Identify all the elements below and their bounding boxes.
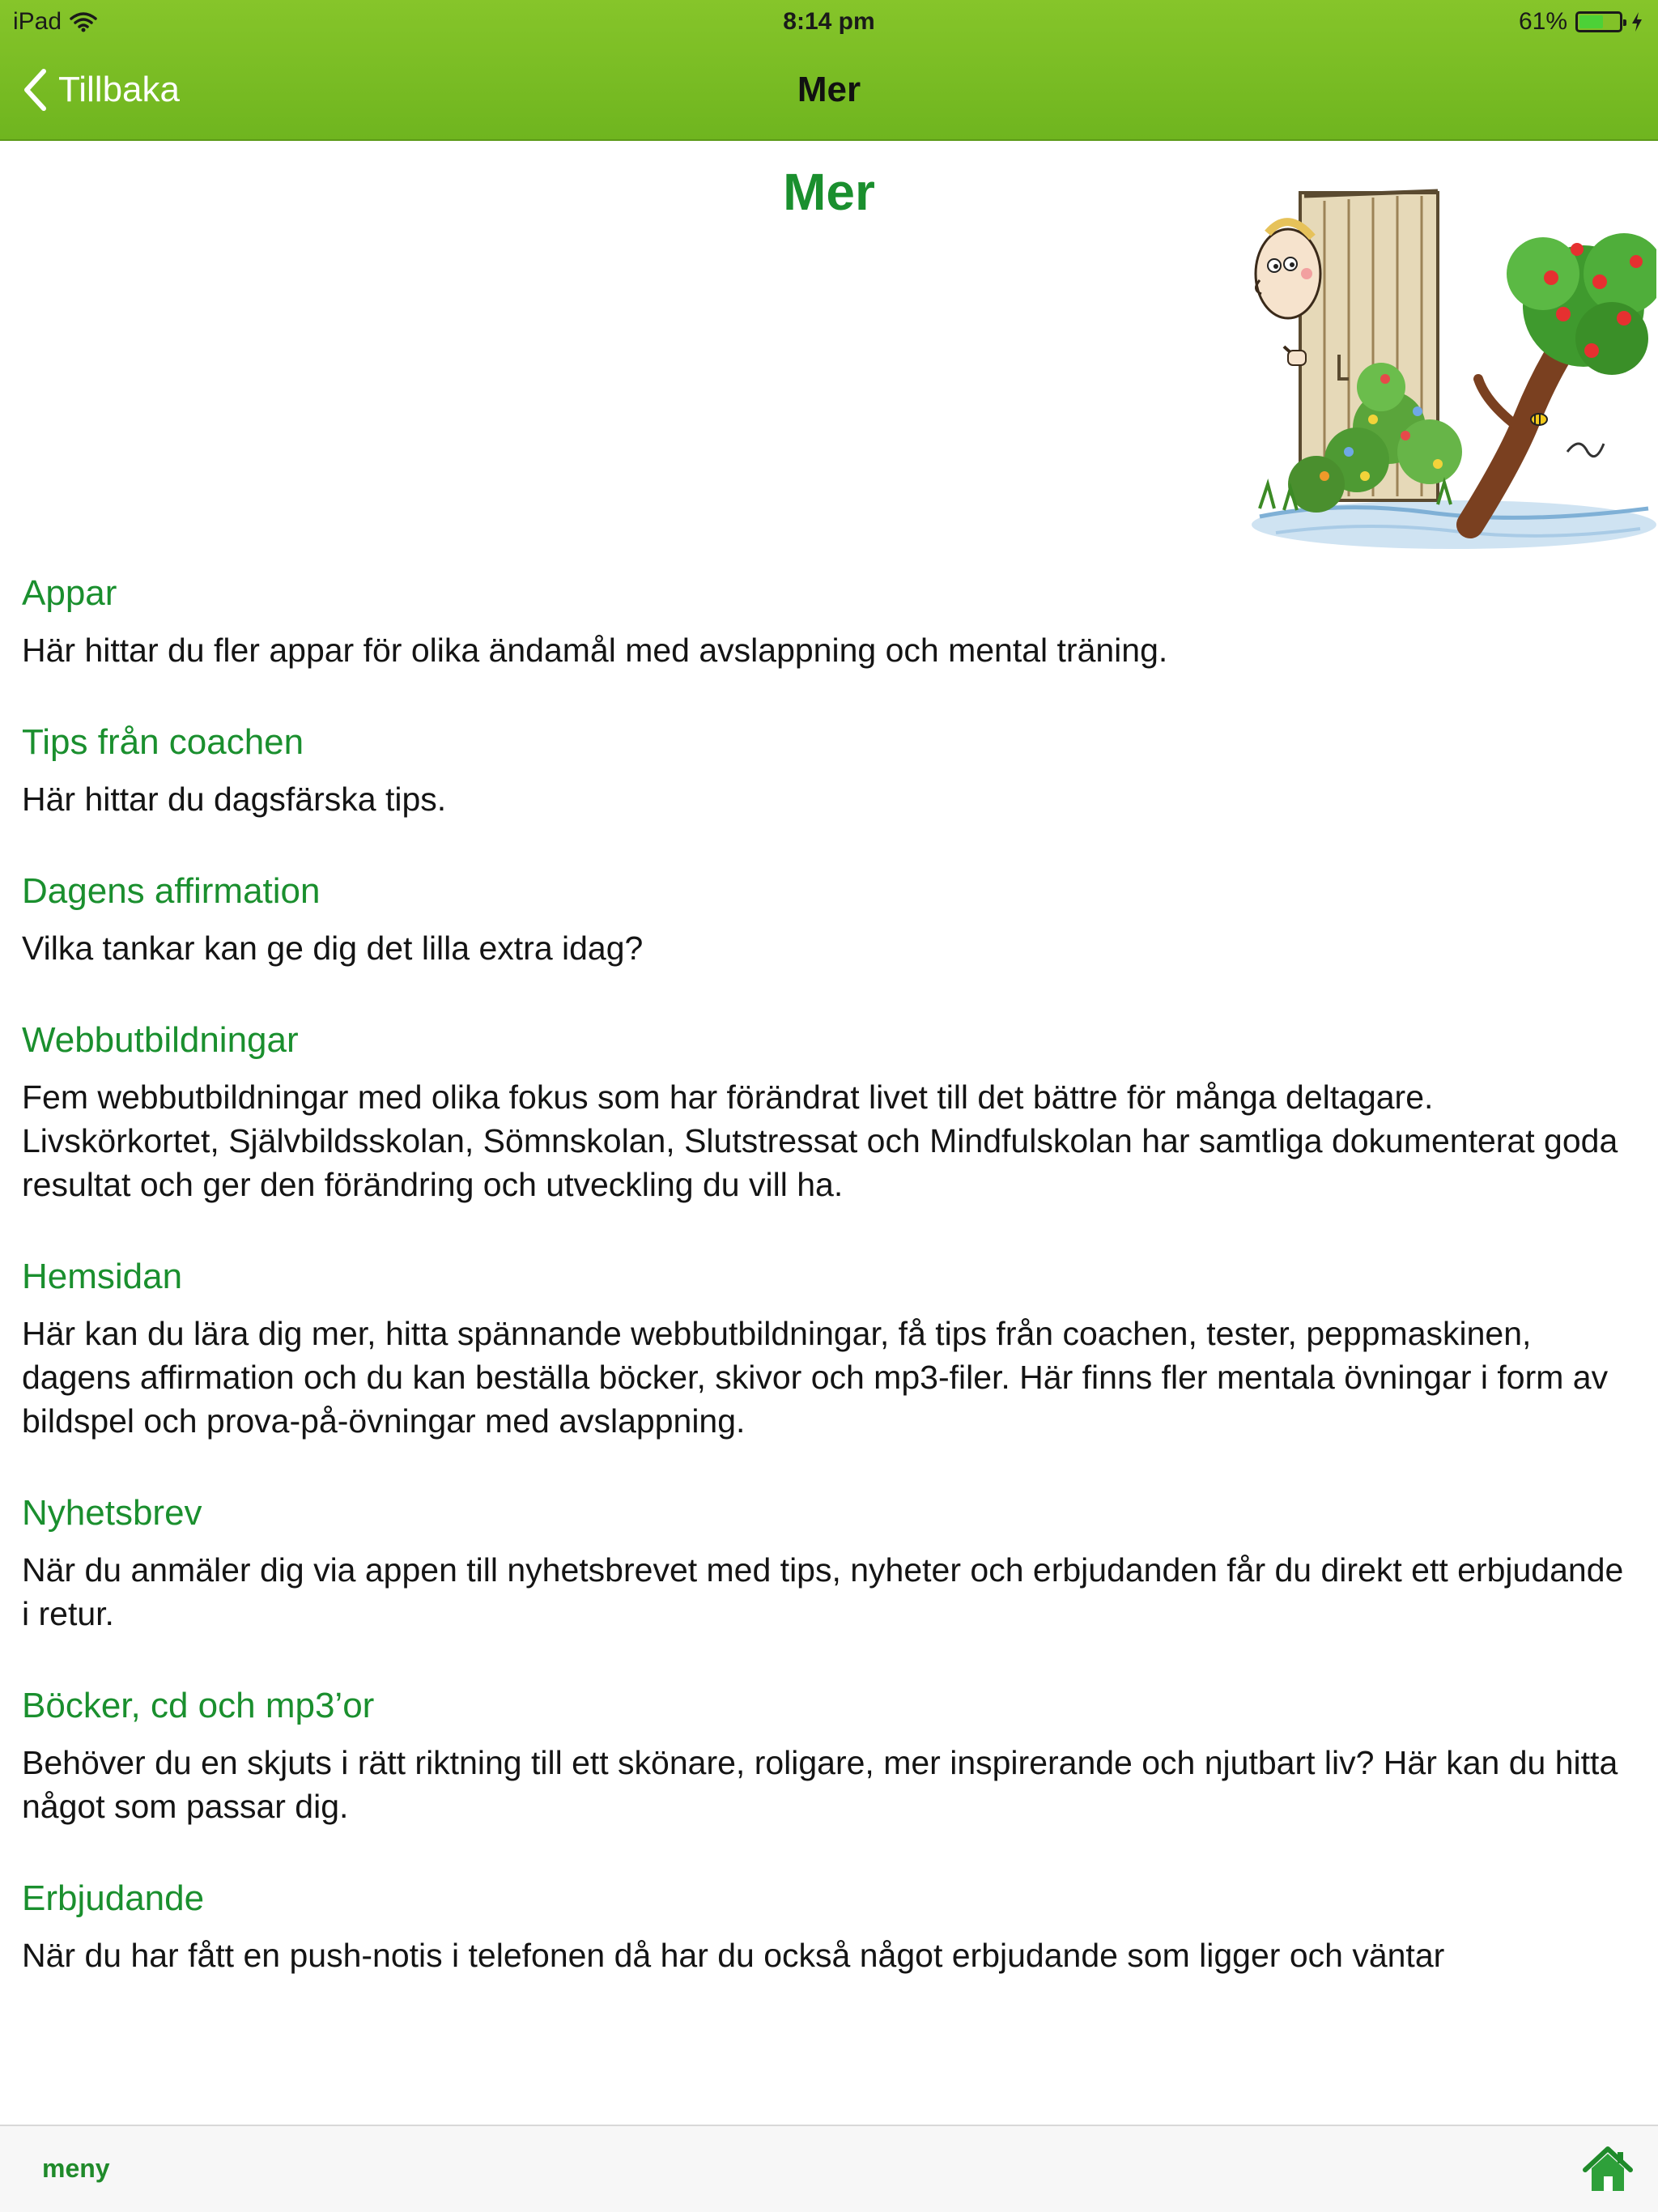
nav-title: Mer	[797, 70, 861, 109]
status-battery	[1519, 8, 1643, 36]
menu-button[interactable]: meny	[42, 2154, 110, 2183]
battery-fill	[1579, 15, 1603, 28]
section-item[interactable]	[22, 1017, 1633, 1206]
section-text: Här hittar du dagsfärska tips.	[22, 781, 447, 818]
section-item[interactable]	[22, 1682, 1633, 1828]
nav-bar	[0, 45, 1658, 139]
status-time: 8:14 pm	[783, 8, 875, 35]
section-text: När du anmäler dig via appen till nyhetsbrevet med tips, nyheter och erbjudanden får du direkt ett erbjudande i retur.	[22, 1551, 1624, 1632]
content-scroll[interactable]	[0, 141, 1658, 2125]
bottom-toolbar	[0, 2125, 1658, 2212]
section-text: Här hittar du fler appar för olika ändamål med avslappning och mental träning.	[22, 632, 1168, 669]
section-title[interactable]: Hemsidan	[22, 1257, 183, 1296]
home-icon[interactable]	[1582, 2144, 1634, 2196]
illustration-door-tree	[1244, 185, 1656, 549]
section-text: Fem webbutbildningar med olika fokus som har förändrat livet till det bättre för många deltagare. Livskörkortet, Självbildsskolan, Sömnskolan, Slutstressat och Mindfulskolan har samtliga dokumenterat goda resultat och ger den förändring och utveckling du vill ha.	[22, 1078, 1618, 1203]
section-item[interactable]	[22, 1490, 1633, 1636]
section-title[interactable]: Böcker, cd och mp3’or	[22, 1686, 375, 1725]
page-title: Mer	[783, 163, 875, 221]
section-item[interactable]	[22, 570, 1633, 672]
section-text: När du har fått en push-notis i telefonen då har du också något erbjudande som ligger och väntar	[22, 1937, 1445, 1974]
section-title[interactable]: Erbjudande	[22, 1878, 205, 1918]
section-text: Behöver du en skjuts i rätt riktning till ett skönare, roligare, mer inspirerande och njutbart liv? Här kan du hitta något som passar dig.	[22, 1744, 1618, 1825]
sections-list	[22, 570, 1633, 2024]
battery-tip	[1623, 19, 1626, 26]
back-label: Tillbaka	[58, 70, 180, 109]
section-title[interactable]: Nyhetsbrev	[22, 1493, 202, 1533]
status-bar	[0, 0, 1658, 45]
device-label: iPad	[13, 8, 62, 35]
section-title[interactable]: Appar	[22, 573, 117, 613]
section-text: Här kan du lära dig mer, hitta spännande webbutbildningar, få tips från coachen, tester, peppmaskinen, dagens affirmation och du kan beställa böcker, skivor och mp3-filer. Här finns fler mentala övningar i form av bildspel och prova-på-övningar med avslappning.	[22, 1315, 1609, 1440]
section-text: Vilka tankar kan ge dig det lilla extra idag?	[22, 929, 644, 967]
section-item[interactable]	[22, 1253, 1633, 1443]
section-item[interactable]	[22, 719, 1633, 821]
section-item[interactable]	[22, 1875, 1633, 1977]
battery-icon	[1575, 11, 1622, 32]
section-item[interactable]	[22, 868, 1633, 970]
header	[0, 0, 1658, 141]
charge-icon	[1630, 11, 1643, 32]
section-title[interactable]: Dagens affirmation	[22, 871, 321, 911]
battery-percent: 61%	[1518, 8, 1567, 35]
section-title[interactable]: Tips från coachen	[22, 722, 304, 762]
section-title[interactable]: Webbutbildningar	[22, 1020, 299, 1060]
